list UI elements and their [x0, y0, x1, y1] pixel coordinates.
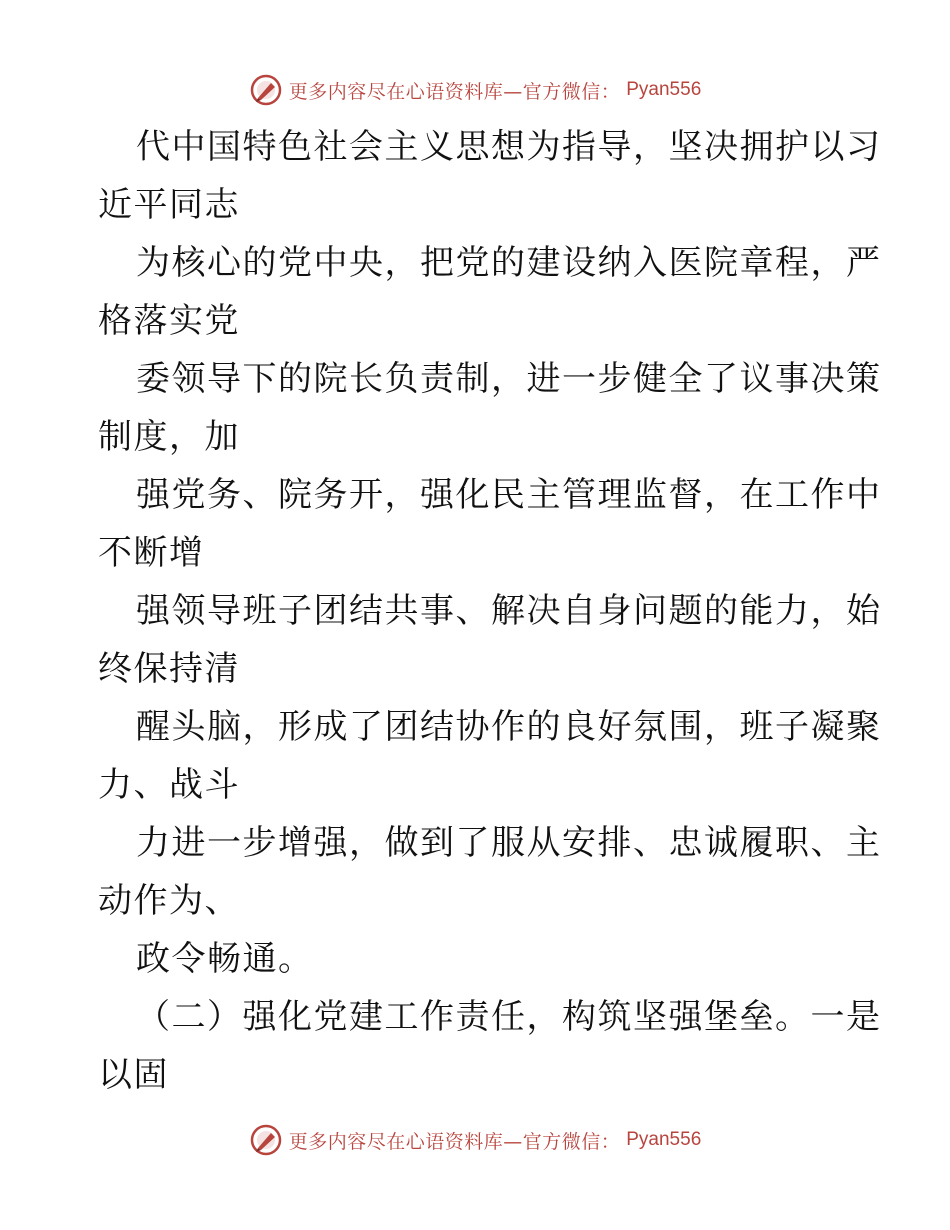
text-line: 代中国特色社会主义思想为指导，坚决拥护以习 [136, 127, 882, 167]
text-line: 以固 [98, 1055, 169, 1095]
header-banner-wechat-id: Pyan556 [626, 79, 702, 100]
text-line: 力、战斗 [98, 765, 240, 805]
text-line: 格落实党 [98, 301, 240, 341]
text-line: 委领导下的院长负责制，进一步健全了议事决策 [136, 359, 882, 399]
text-line: 近平同志 [98, 185, 240, 225]
pen-nib-logo-icon [249, 73, 283, 107]
document-body [98, 118, 882, 1104]
footer-banner-wechat-id: Pyan556 [626, 1129, 702, 1150]
text-line: 动作为、 [98, 881, 240, 921]
header-banner-text: 更多内容尽在心语资料库—官方微信： [288, 80, 621, 103]
text-line: （二）强化党建工作责任，构筑坚强堡垒。一是 [136, 997, 882, 1037]
pen-nib-logo-icon [249, 1123, 283, 1157]
text-line: 终保持清 [98, 649, 240, 689]
text-line: 强党务、院务开，强化民主管理监督，在工作中 [136, 475, 882, 515]
footer-banner [0, 1120, 950, 1160]
text-line: 不断增 [98, 533, 205, 573]
header-banner [0, 70, 950, 110]
text-line: 为核心的党中央，把党的建设纳入医院章程，严 [136, 243, 882, 283]
footer-banner-text: 更多内容尽在心语资料库—官方微信： [288, 1130, 621, 1153]
text-line: 制度，加 [98, 417, 240, 457]
text-line: 强领导班子团结共事、解决自身问题的能力，始 [136, 591, 882, 631]
text-line: 力进一步增强，做到了服从安排、忠诚履职、主 [136, 823, 882, 863]
text-line: 醒头脑，形成了团结协作的良好氛围，班子凝聚 [136, 707, 882, 747]
text-line: 政令畅通。 [136, 939, 314, 979]
